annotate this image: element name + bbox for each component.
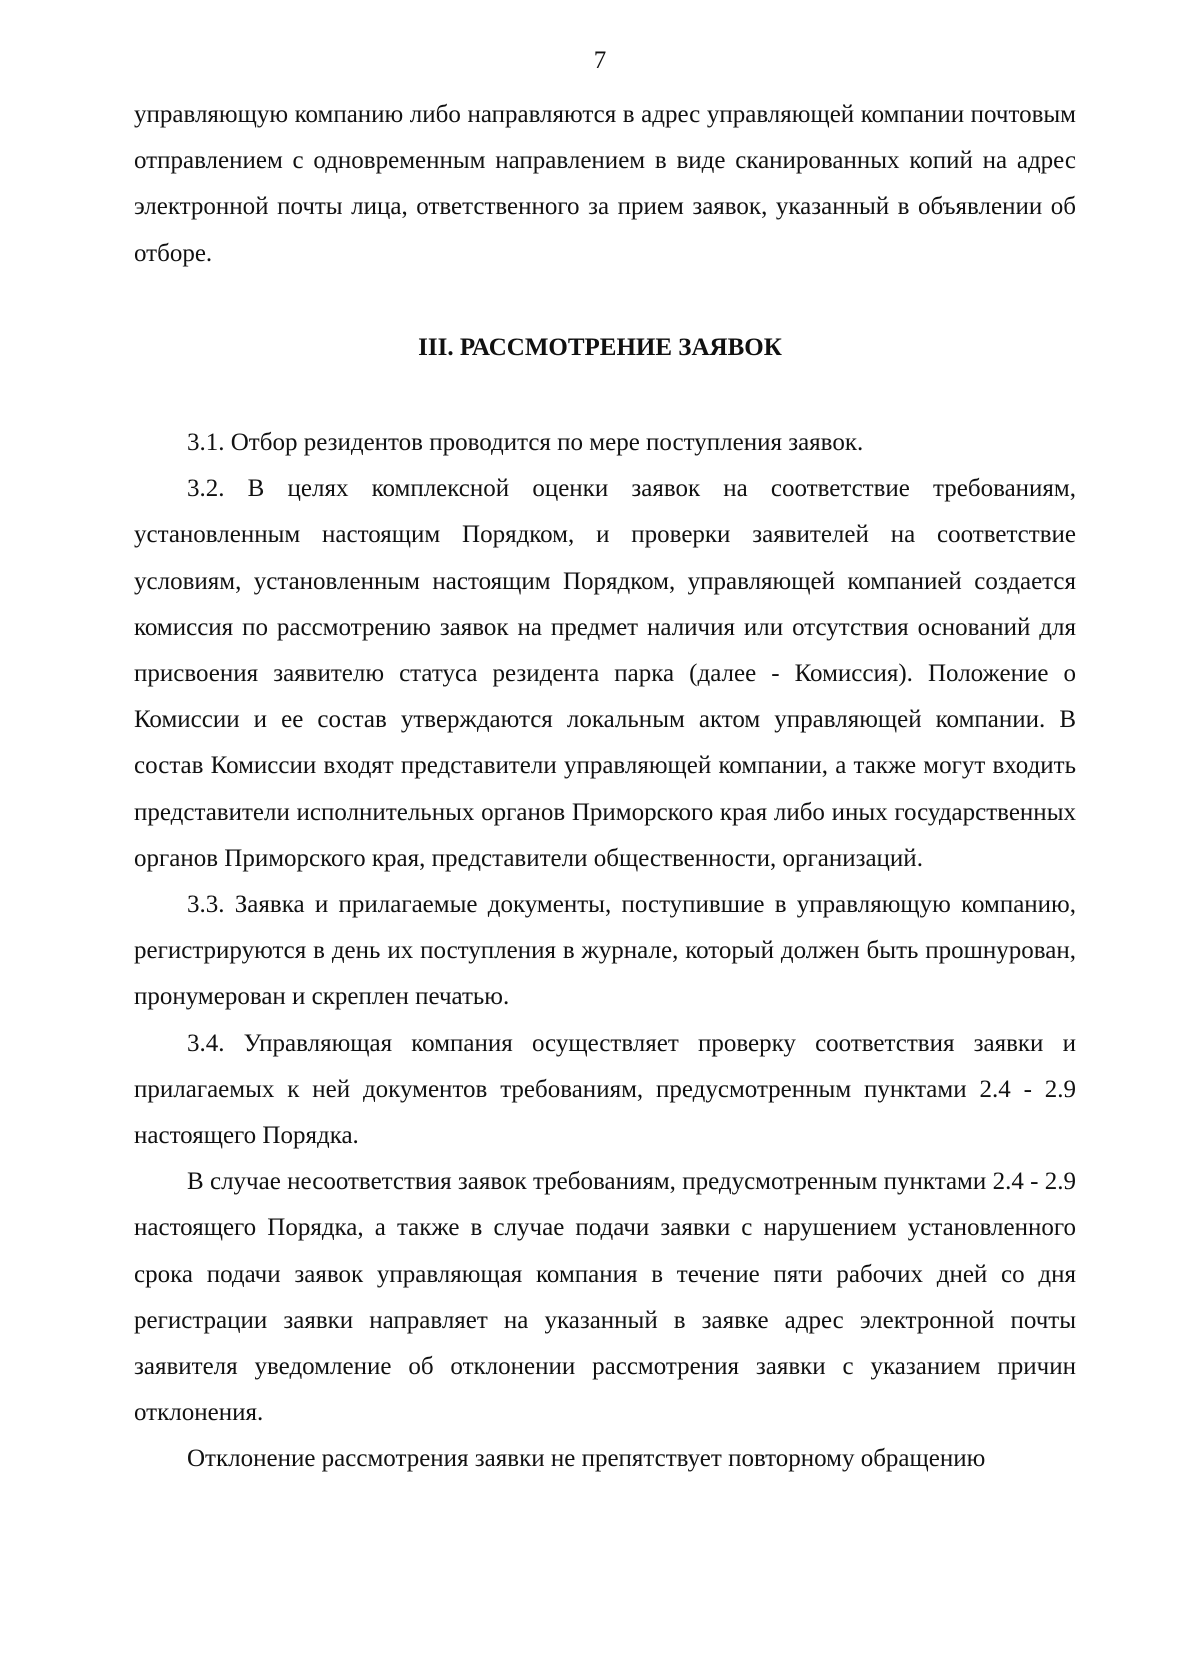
paragraph-3-3: 3.3. Заявка и прилагаемые документы, поступившие в управляющую компанию, регистрируются в день их поступления в журнале, который должен быть прошнурован, пронумерован и скреплен печатью. xyxy=(134,891,1076,1011)
section-body xyxy=(134,420,1076,1483)
intro-text-block xyxy=(134,92,1076,277)
paragraph-rejection-case: В случае несоответствия заявок требованиям, предусмотренным пунктами 2.4 - 2.9 настоящего Порядка, а также в случае подачи заявки с нарушением установленного срока подачи заявок управляющая компания в течение пяти рабочих дней со дня регистрации заявки направляет на указанный в заявке адрес электронной почты заявителя уведомление об отклонении рассмотрения заявки с указанием причин отклонения. xyxy=(134,1168,1076,1427)
intro-paragraph: управляющую компанию либо направляются в адрес управляющей компании почтовым отправлением с одновременным направлением в виде сканированных копий на адрес электронной почты лица, ответственного за прием заявок, указанный в объявлении об отборе. xyxy=(134,101,1076,267)
page-number: 7 xyxy=(593,47,607,74)
paragraph-3-1: 3.1. Отбор резидентов проводится по мере поступления заявок. xyxy=(187,429,864,456)
section-heading: III. РАССМОТРЕНИЕ ЗАЯВОК xyxy=(418,334,782,361)
paragraph-3-4: 3.4. Управляющая компания осуществляет проверку соответствия заявки и прилагаемых к ней документов требованиям, предусмотренным пунктами 2.4 - 2.9 настоящего Порядка. xyxy=(134,1029,1076,1150)
paragraph-rejection-note: Отклонение рассмотрения заявки не препятствует повторному обращению xyxy=(187,1445,986,1473)
paragraph-3-2: 3.2. В целях комплексной оценки заявок на соответствие требованиям, установленным настоящим Порядком, и проверки заявителей на соответствие условиям, установленным настоящим Порядком, управляющей компанией создается комиссия по рассмотрению заявок на предмет наличия или отсутствия оснований для присвоения заявителю статуса резидента парка (далее - Комиссия). Положение о Комиссии и ее состав утверждаются локальным актом управляющей компании. В состав Комиссии входят представители управляющей компании, а также могут входить представители исполнительных органов Приморского края либо иных государственных органов Приморского края, представители общественности, организаций. xyxy=(134,475,1076,872)
